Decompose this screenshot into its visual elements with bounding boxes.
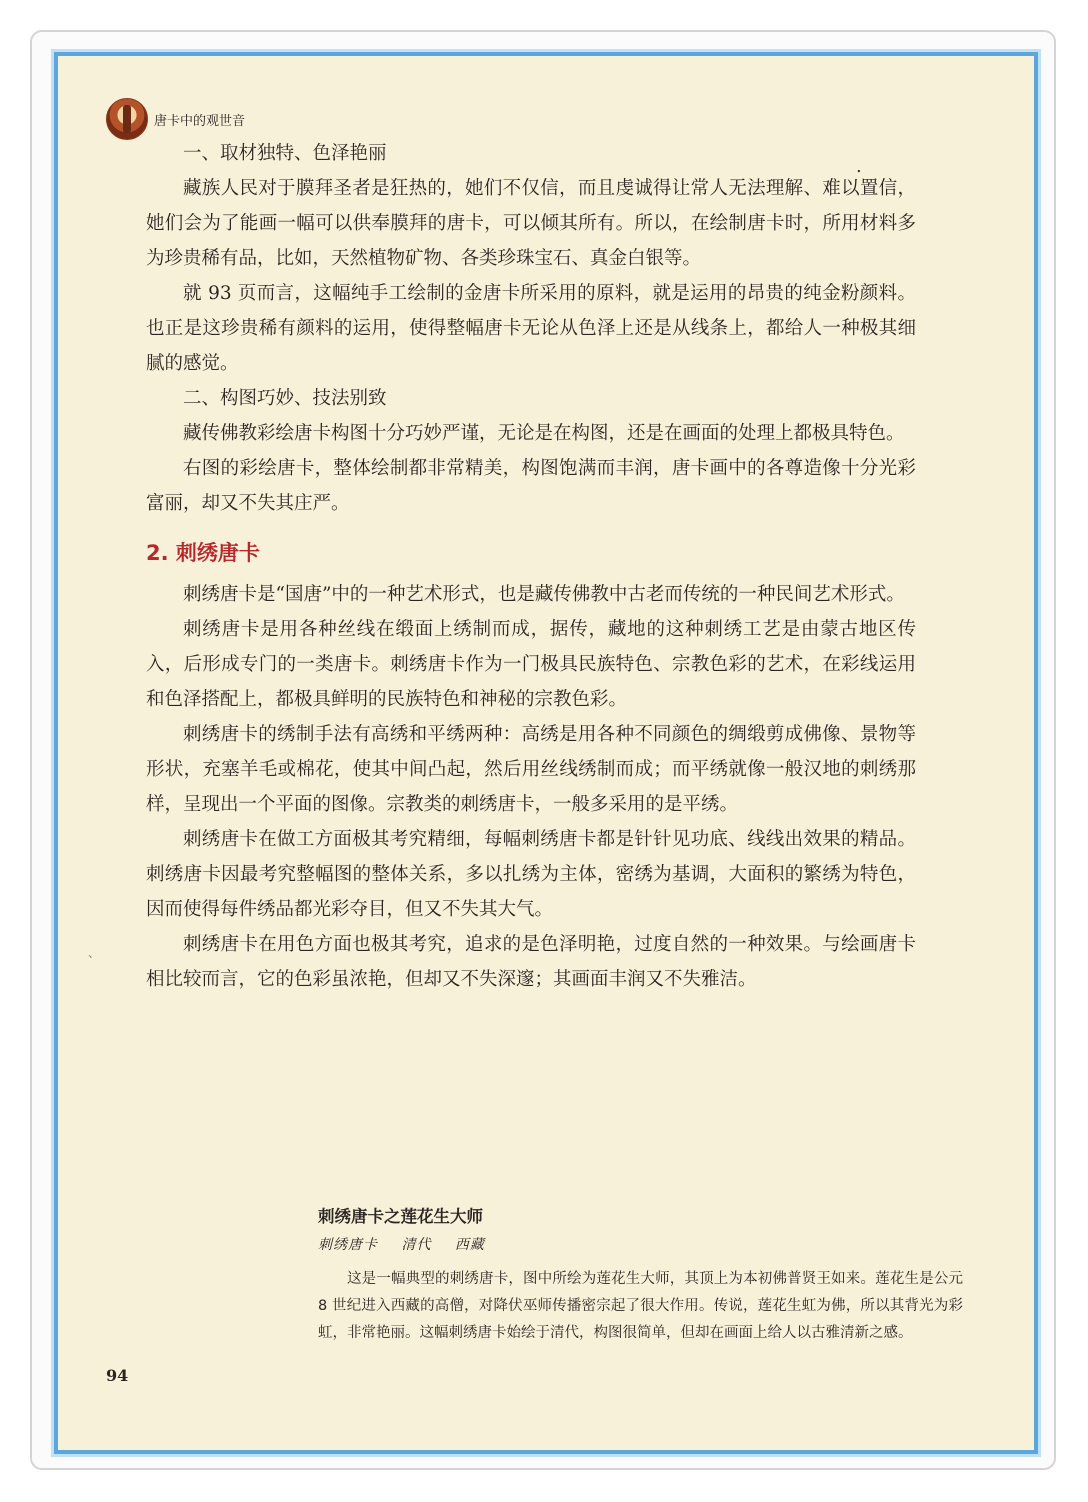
caption-meta-region: 西藏: [454, 1237, 485, 1253]
section-heading: 2. 刺绣唐卡: [146, 541, 260, 565]
caption-meta-type: 刺绣唐卡: [318, 1237, 378, 1253]
paragraph: 刺绣唐卡是用各种丝线在缎面上绣制而成，据传，藏地的这种刺绣工艺是由蒙古地区传入，后形成专门的一类唐卡。刺绣唐卡作为一门极具民族特色、宗教色彩的艺术，在彩线运用和色泽搭配上，都极具鲜明的民族特色和神秘的宗教色彩。: [146, 619, 916, 710]
figure-caption: [318, 1202, 963, 1347]
paragraph: 右图的彩绘唐卡，整体绘制都非常精美，构图饱满而丰润，唐卡画中的各尊造像十分光彩富丽，却又不失其庄严。: [146, 458, 916, 514]
subheading-2: 二、构图巧妙、技法别致: [183, 388, 387, 409]
paragraph: 刺绣唐卡是“国唐”中的一种艺术形式，也是藏传佛教中古老而传统的一种民间艺术形式。: [183, 584, 905, 605]
stray-mark: 、: [88, 946, 101, 960]
buddha-emblem-icon: [106, 98, 148, 140]
book-page: [54, 52, 1038, 1454]
body-text: [146, 136, 916, 997]
caption-meta: [318, 1232, 963, 1258]
paragraph: 藏传佛教彩绘唐卡构图十分巧妙严谨，无论是在构图，还是在画面的处理上都极具特色。: [183, 423, 905, 444]
caption-meta-era: 清代: [401, 1237, 432, 1253]
caption-title: 刺绣唐卡之莲花生大师: [318, 1207, 483, 1226]
paragraph: 刺绣唐卡在用色方面也极其考究，追求的是色泽明艳，过度自然的一种效果。与绘画唐卡相比较而言，它的色彩虽浓艳，但却又不失深邃；其画面丰润又不失雅洁。: [146, 934, 916, 990]
subheading-1: 一、取材独特、色泽艳丽: [183, 143, 387, 164]
page-number: 94: [106, 1366, 129, 1385]
header-title: 唐卡中的观世音: [154, 113, 246, 129]
running-header: [106, 98, 245, 140]
stray-dot: .: [856, 156, 862, 177]
caption-body: 这是一幅典型的刺绣唐卡，图中所绘为莲花生大师，其顶上为本初佛普贤王如来。莲花生是公元 8 世纪进入西藏的高僧，对降伏巫师传播密宗起了很大作用。传说，莲花生虹为佛，所以其背光为彩虹，非常艳丽。这幅刺绣唐卡始绘于清代，构图很简单，但却在画面上给人以古雅清新之感。: [318, 1271, 963, 1341]
paragraph: 藏族人民对于膜拜圣者是狂热的，她们不仅信，而且虔诚得让常人无法理解、难以置信，她们会为了能画一幅可以供奉膜拜的唐卡，可以倾其所有。所以，在绘制唐卡时，所用材料多为珍贵稀有品，比如，天然植物矿物、各类珍珠宝石、真金白银等。: [146, 178, 916, 269]
paragraph: 就 93 页而言，这幅纯手工绘制的金唐卡所采用的原料，就是运用的昂贵的纯金粉颜料。也正是这珍贵稀有颜料的运用，使得整幅唐卡无论从色泽上还是从线条上，都给人一种极其细腻的感觉。: [146, 283, 916, 374]
paragraph: 刺绣唐卡的绣制手法有高绣和平绣两种：高绣是用各种不同颜色的绸缎剪成佛像、景物等形状，充塞羊毛或棉花，使其中间凸起，然后用丝线绣制而成；而平绣就像一般汉地的刺绣那样，呈现出一个平面的图像。宗教类的刺绣唐卡，一般多采用的是平绣。: [146, 724, 916, 815]
paragraph: 刺绣唐卡在做工方面极其考究精细，每幅刺绣唐卡都是针针见功底、线线出效果的精品。刺绣唐卡因最考究整幅图的整体关系，多以扎绣为主体，密绣为基调，大面积的繁绣为特色，因而使得每件绣品都光彩夺目，但又不失其大气。: [146, 829, 916, 920]
